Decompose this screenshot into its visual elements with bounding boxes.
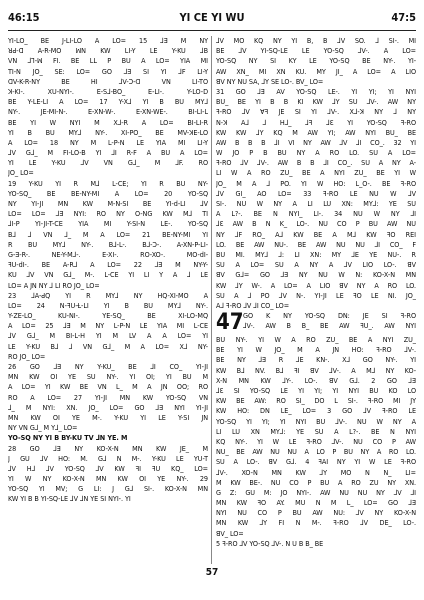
page-number: 57 bbox=[205, 567, 219, 578]
header-book-title: YI CE YI WU bbox=[179, 11, 245, 24]
text-line: W JO P B BU NY A RO LO. SU A LO= bbox=[216, 148, 416, 158]
text-line: ꓭV G⅃= GO ⅃Ǝ NY NU W N: KO-X-N MN bbox=[216, 270, 416, 280]
text-line: BU MI. MY⅃ ⅃: LI XN: MY ⅃E YE NU-. R bbox=[216, 249, 416, 259]
text-line: A L?-. BE N NYI_ LI-. 34 NU W NY ⅃I bbox=[216, 209, 416, 219]
text-line: NY ⅃F RO_ A⅃ KW BE A M⅃ KW ꟻO REI bbox=[216, 229, 416, 239]
text-line: ⅃V-. AW B B_ BE AW ꟻU_. AW NYI bbox=[243, 321, 416, 331]
text-line: JO_ LO= bbox=[8, 168, 34, 178]
text-line: Y-ZE-LO_ KU-NI-. YE-SQ_ BE XI-LO-MQ bbox=[8, 311, 208, 321]
text-line: KW B⅃ NV. B⅃ ꟻI ꓭV ⅃V-. A M⅃ NY KO- bbox=[216, 365, 416, 375]
text-line: SU A LO-. ꓭV G⅃. 4 ꟻAI NY YI W LE ꟻ-RO bbox=[216, 457, 416, 467]
text-line: KU ⅃V VN G⅃_ M-. L-CE YI LI Y A ⅃ LE bbox=[8, 270, 208, 280]
text-line: A LO= 18 NY M L-P-N LE YIA MI LI-Y bbox=[8, 137, 208, 147]
text-line: YO-SQ NY SI KY LE YO-SQ BE NY-. YI- bbox=[216, 56, 416, 66]
chapter-start bbox=[216, 311, 416, 335]
text-line: ⅃Ɛ AW B N K_ LO-. NU CO P BU AW NU bbox=[216, 219, 416, 229]
text-line: LO. BE AW NU-. BE AW NU NU ⅃I CO_ F bbox=[216, 239, 416, 249]
text-line: BU_ BE YI B B KI KW ⅃Y SU ⅃V-. AW NY bbox=[216, 97, 416, 107]
column-divider bbox=[211, 36, 212, 564]
text-line: ꟻ-RO ⅃V ⅃V-. AW B B ⅃I CO_. SU A NY A- bbox=[216, 158, 416, 168]
text-line: BE ⅃V YI-SQ-LE LE YO-SQ ⅃V-. A LO= bbox=[216, 46, 416, 56]
text-line: A⅃ ꟻ-RO ⅃V ⅃I CO_ LO= bbox=[216, 300, 290, 310]
text-line: ꓤꓒ-ꓷ A-R-MO ꟽN KW LI-Y LE Y-KU ⅃B bbox=[8, 46, 208, 56]
text-line: NY YI-JI MN KW M-N-SI BE YI-d-LI ⅃V bbox=[8, 199, 208, 208]
text-line: GO K NY YO-SQ DN: JE SI ꟻ-RO bbox=[243, 311, 416, 321]
text-line: KW KW ⅃Y KQ M AW YI; AW NYI BU_ BE bbox=[216, 127, 416, 137]
text-line: ⅃Ɛ SI YO-SQ LE YI YI; YI NYI BU KO LO bbox=[216, 386, 416, 395]
text-line: BE Y-LE-LI A LO= 17 Y-X⅃ YI B BU MY⅃ bbox=[8, 97, 208, 107]
text-line: ꓷV-K-R-NY BE HI ⅃V-Ɔ-ꓷ VN LI-TO bbox=[8, 76, 208, 86]
text-line: KW BE AW: RO SI_ DO L SI-. ꟻ-RO MI JY bbox=[216, 396, 416, 406]
text-line: KW HO: DN LE_ LO= 3 GO ⅃V ꟻ-RO LE bbox=[216, 406, 416, 416]
text-line: 31 GO ⅃Ǝ AV YO-SQ LE-. YI YI; YI NYI bbox=[216, 86, 416, 96]
text-line: A LO= YI KW BE VN L_ M A JN OO; RO bbox=[8, 382, 208, 392]
text-line: NY VN G⅃_ M Y⅃_ LO= bbox=[8, 423, 78, 433]
header-reference-end: 47:5 bbox=[391, 11, 416, 24]
text-line: YO-SQ YI YI; YI NYI BU ⅃V-. NU W NY A bbox=[216, 416, 416, 426]
text-line: ⅃V GI_ AO LO= 33 ꟻ-RO LE NU W ⅃V bbox=[216, 188, 416, 198]
text-line: TI-N JO_ SE: LO= GO ⅃Ǝ SI YI ⅃F LI-Y bbox=[8, 66, 208, 76]
text-line: YO-SQ YI MV; G LI: J G⅃ SI-. KO-X-N MN bbox=[8, 484, 208, 494]
text-line: MN KW ꟻO AY. MU N M L_ LO= GO ⅃Ǝ bbox=[216, 498, 416, 508]
text-line: LO= LO= ⅃Ǝ NYI: RO NY O-NG KW M⅃ TI bbox=[8, 209, 208, 219]
text-line: ⅃V G⅃_ M FI-LO-B YI ⅃I R-F A BU A LO= bbox=[8, 148, 208, 158]
text-line: KW YI B B YI-SQ-LE ⅃V ⅃N YE SI NYI-. YI bbox=[8, 494, 131, 504]
text-line: R BU MY⅃ NY-. B⅃-L-. B⅃-Ɔ-. A-XN-P-LI- bbox=[8, 239, 208, 249]
text-line: G Z: GU M: JO NYI-. AW NU NU NY ⅃V ⅃I bbox=[216, 487, 416, 497]
text-line: LI LU XN MY⅃: YE SU A L?-. BE N NYI bbox=[216, 426, 416, 436]
text-line: 26 GO ⅃Ǝ NY Y-KU_ BE ⅃I CO_ YI-JI bbox=[8, 362, 208, 371]
text-line: ⅃V-. XO-N MN KW ⅃Y MO N N_ LI= bbox=[216, 467, 416, 477]
text-line: MN KW OI YE M-. Y-KU YI LE Y-SI JN bbox=[8, 412, 208, 422]
text-line: ꓭV NY NU SA, ⅃Y SE LO-. BV_ LO= bbox=[216, 76, 324, 86]
text-line: NU_ BE AW NU NU A LO P BU NY A RO LO. bbox=[216, 447, 416, 457]
text-line: BE YI W NYI M X⅃-R A LO= BI-LI-R bbox=[8, 117, 208, 127]
text-line: KQ NY-. YI W LE ꟻ-RO ⅃V-. NU CO P AW bbox=[216, 436, 416, 446]
text-column-right bbox=[216, 36, 416, 564]
text-line: B⅃ ⅃ VN ⅃_ M A LO= 21 BE-NY-MI YI bbox=[8, 229, 208, 239]
text-line: ⅃V G⅃_ M BI-L-H YI M LV A A LO= YI bbox=[8, 331, 208, 341]
text-line: RO A LO= 27 YI-JI MN KW YO-SQ VN bbox=[8, 392, 208, 402]
text-line: ⅃V H⅃ ⅃V YO-SQ ⅃V KW ꟻI ꟻU KQ_ LO= bbox=[8, 463, 208, 473]
text-line: YI B BU MY⅃ NY-. XI-PO_ BE MV-ꓘE-LO bbox=[8, 127, 208, 137]
text-line: MN KW ⅃Y FI N M-. ꟻ-RO ⅃V DE_ LO-. bbox=[216, 518, 416, 528]
text-line: YI-LO_ BE J-LI-LO A LO= 15 ⅃Ǝ M NY bbox=[8, 36, 208, 45]
text-line: ꟻU-dI-. BE A-R⅃ A LO= 22 ⅃Ǝ M NY-Y- bbox=[8, 260, 208, 270]
page-header bbox=[8, 10, 416, 26]
text-line: AW B B B ⅃I VI NY AW ⅃V ⅃I CO_. 32 YI bbox=[216, 137, 416, 147]
text-line: YI W NY KO-X-N MN KW OI YE NY-. 29 bbox=[8, 474, 208, 484]
text-line: AW XN_ MI XN KU. MY JI_ A LO= A LIO bbox=[216, 66, 416, 76]
text-line: ꓭV_ LO= bbox=[216, 528, 244, 538]
text-line: BU NY-. YI W A RO ZU_ BE A NYI ZU_ bbox=[216, 335, 416, 345]
text-line: NYI NU CO P BU AW NU: ⅃V NY KO-X-N bbox=[216, 508, 416, 518]
text-line: SI-. NU W NY A LI LU XN: MY⅃: YE SU bbox=[216, 199, 416, 208]
text-line: BE YI W JO_ M A JN HO: ꟻ-RO ⅃V-. bbox=[216, 345, 416, 355]
text-line: N-ꓘ A⅃ ⅃ H⅃_ ⅃ꟻ ⅃Ɛ YI YO-SQ ꟻ-RO bbox=[216, 117, 416, 127]
text-line: LO= 24 N-ꟻU-Ɫ-LI YI B BU MY⅃ NY-. bbox=[8, 300, 208, 310]
section-heading: YO-SQ NY YI B BY-KU TV ⅃N YE. M bbox=[8, 433, 128, 443]
text-line: NY-. JE-MI-N-. E-XN-W-. E-XN-WE-. BI-LI-L bbox=[8, 107, 208, 117]
text-line: RO JO_ LO= bbox=[8, 351, 46, 361]
text-line: A LO= 25 ⅃Ǝ M NY L-P-N LE YIA MI L-CE bbox=[8, 321, 208, 331]
text-line: LO= A JN NY ⅃ LI RO JO_ LO= bbox=[8, 280, 100, 290]
text-line: JO_ M A ⅃ PO. YI W HO: L_O-. BE ꟻ-RO bbox=[216, 178, 416, 188]
text-line: SU A ⅃ PO ⅃V N-. YI-JI LE ꟻO LE NI. JO_ bbox=[216, 290, 416, 300]
text-line: LI W A RO ZU_ BE A NYI ZU_ BE YI W bbox=[216, 168, 416, 178]
text-line: ⅃V MO KQ NY YI B, B ⅃V SO. ⅃ SI-. MI bbox=[216, 36, 416, 45]
text-line: X-N MN KW ⅃Y-. LO-. ꓭV G⅃. 2 GO ⅃Ǝ bbox=[216, 375, 416, 385]
text-line: KW ⅃Y W-. A LO= A LIO ꓭV NY A RO LO. bbox=[216, 280, 416, 290]
text-line: 19 Y-KU YI R M⅃ L-CE; YI R BU NY- bbox=[8, 178, 208, 188]
chapter-number: 47 bbox=[216, 310, 244, 336]
text-line: 23 ⅃A-ꓒQ YI R MY⅃ NY HQ-XI-MO A bbox=[8, 290, 208, 300]
text-line: YI LE Y-KU ⅃V VN G⅃_ M ⅃F. RO bbox=[8, 158, 208, 168]
text-line: J GU ⅃V HO: M. G⅃ N M-. Y-KU LE YU-T bbox=[8, 453, 208, 463]
text-line: ꓘ-KI-. XU-NYI-. E-S⅃-BO_ E-LI-. Y-LO-D bbox=[8, 86, 208, 96]
header-divider bbox=[8, 30, 416, 31]
text-line: YO-SQ_ BE BE-NY-MI A LO= 20 YO-SQ bbox=[8, 188, 208, 198]
text-line: ⅃_ M NYI: XN. JO_ LO= GO ⅃Ǝ NYI YI-JI bbox=[8, 402, 208, 412]
text-line: G-Ǝ-R-. NE-Y-M⅃-. E-XI-. RO-XO-. MO-dI- bbox=[8, 249, 208, 259]
text-line: LE Y-KU B⅃ ⅃ VN G⅃_ M A LO= X⅃ NY- bbox=[8, 341, 208, 351]
text-line: SU A LO= SU A NY A ⅃V LIO LO-. ꓭV bbox=[216, 260, 416, 270]
text-line: 28 GO ⅃Ǝ NY KO-X-N MN KW JE_ M bbox=[8, 443, 208, 453]
text-line: M KW BE-. NU CO P BU A RO ZU NY XN. bbox=[216, 477, 416, 487]
text-line: VN ⅃Ꞁ-ꟽ FI. BE LL P BU A LO= YIA MI bbox=[8, 56, 208, 66]
text-line: MN KW OI YE SU NY-. YI OI; YI BU M bbox=[8, 372, 208, 382]
text-line: 5 ꟻ-RO ⅃V YO-SQ ⅃V-. N U B B_ BE bbox=[216, 538, 324, 548]
header-reference-start: 46:15 bbox=[8, 11, 40, 24]
text-line: ꟻ-RO ⅃V Ɐꟻ JE SI YI ⅃V-. X⅃-ꓘ NY ⅃ NY bbox=[216, 107, 416, 117]
text-line: ⅃I-P YI-JI-T-CE YIA MI Y-SI-N LE-. YO-SQ bbox=[8, 219, 208, 229]
text-line: BE NY ⅃Ǝ R ⅃E KN-. X⅃ GO NY-. YI bbox=[216, 355, 416, 365]
text-column-left bbox=[8, 36, 208, 564]
